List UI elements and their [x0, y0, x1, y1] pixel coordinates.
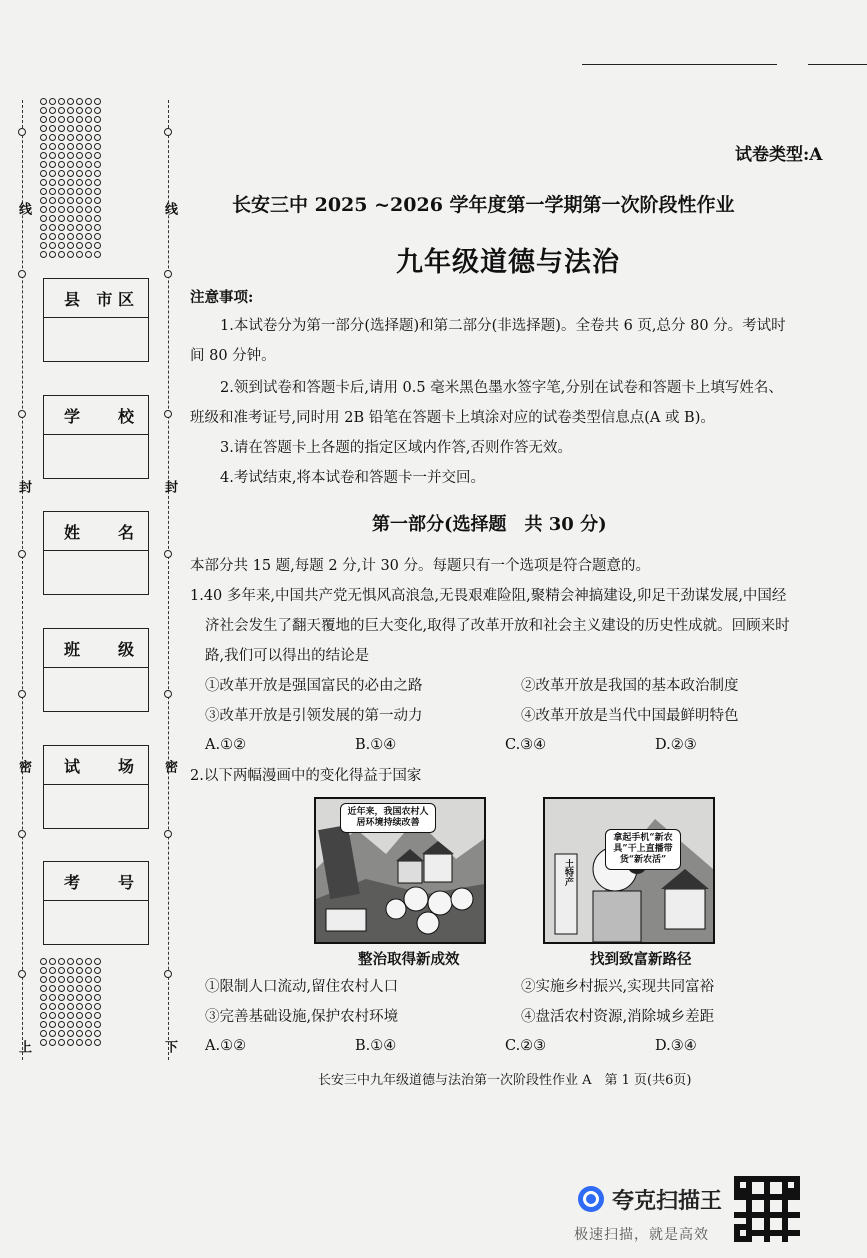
- q1-choice-a[interactable]: A.①②: [205, 737, 247, 753]
- bubble-dot: [40, 967, 47, 974]
- bubble-dot: [49, 251, 56, 258]
- bubble-dot: [85, 98, 92, 105]
- binding-ring: [18, 410, 26, 418]
- bubble-dot: [76, 224, 83, 231]
- bubble-dot: [94, 976, 101, 983]
- q1-choice-b[interactable]: B.①④: [355, 737, 397, 753]
- bubble-dot: [40, 233, 47, 240]
- bubble-dot: [49, 976, 56, 983]
- bubble-dot: [67, 1030, 74, 1037]
- binding-ring: [164, 410, 172, 418]
- bubble-dot: [76, 170, 83, 177]
- bubble-dot: [49, 98, 56, 105]
- bubble-dot: [76, 197, 83, 204]
- bubble-dot: [85, 958, 92, 965]
- bubble-dot: [58, 251, 65, 258]
- bubble-dot: [58, 967, 65, 974]
- bubble-grid-bottom: [40, 958, 103, 1048]
- bubble-dot: [58, 107, 65, 114]
- bubble-dot: [67, 188, 74, 195]
- bubble-dot: [49, 1021, 56, 1028]
- bubble-dot: [49, 1039, 56, 1046]
- field-label-a: 班: [64, 639, 81, 659]
- binding-ring: [18, 270, 26, 278]
- bubble-dot: [58, 976, 65, 983]
- school-field[interactable]: [43, 395, 149, 479]
- bubble-dot: [76, 206, 83, 213]
- part1-intro: 本部分共 15 题,每题 2 分,计 30 分。每题只有一个选项是符合题意的。: [190, 558, 650, 574]
- bubble-dot: [49, 215, 56, 222]
- cartoon2-caption: 找到致富新路径: [590, 951, 692, 968]
- bubble-dot: [40, 1003, 47, 1010]
- bubble-dot: [94, 233, 101, 240]
- binding-ring: [164, 970, 172, 978]
- bubble-dot: [40, 215, 47, 222]
- bubble-dot: [85, 116, 92, 123]
- q2-item-1: ①限制人口流动,留住农村人口: [205, 979, 399, 995]
- bubble-dot: [67, 197, 74, 204]
- q2-choice-b[interactable]: B.①④: [355, 1038, 397, 1054]
- bubble-dot: [85, 1012, 92, 1019]
- page-footer: 长安三中九年级道德与法治第一次阶段性作业 A 第 1 页(共6页): [318, 1073, 692, 1088]
- notice-heading: 注意事项:: [190, 289, 254, 306]
- bubble-dot: [40, 985, 47, 992]
- q2-choice-c[interactable]: C.②③: [505, 1038, 547, 1054]
- bubble-dot: [67, 134, 74, 141]
- bubble-dot: [94, 1039, 101, 1046]
- bubble-dot: [67, 1021, 74, 1028]
- bubble-dot: [67, 206, 74, 213]
- bubble-dot: [67, 215, 74, 222]
- bubble-dot: [76, 215, 83, 222]
- bubble-dot: [67, 958, 74, 965]
- q1-stem-line-1: 1.40 多年来,中国共产党无惧风高浪急,无畏艰难险阻,聚精会神搞建设,卯足干劲谋发展,中国经: [190, 588, 787, 604]
- scanner-logo-icon: [578, 1186, 604, 1212]
- q1-choices: [205, 737, 805, 753]
- bubble-dot: [94, 107, 101, 114]
- bubble-dot: [49, 116, 56, 123]
- bubble-dot: [85, 170, 92, 177]
- bubble-dot: [76, 116, 83, 123]
- bubble-dot: [76, 985, 83, 992]
- bubble-dot: [85, 1003, 92, 1010]
- q2-choice-d[interactable]: D.③④: [655, 1038, 697, 1054]
- bubble-dot: [94, 994, 101, 1001]
- bubble-dot: [85, 233, 92, 240]
- bubble-dot: [94, 224, 101, 231]
- q2-item-3: ③完善基础设施,保护农村环境: [205, 1009, 399, 1025]
- bubble-dot: [40, 206, 47, 213]
- bubble-dot: [85, 976, 92, 983]
- bubble-dot: [94, 125, 101, 132]
- bubble-dot: [85, 161, 92, 168]
- cartoon-rural-environment: [314, 797, 486, 944]
- bubble-dot: [67, 116, 74, 123]
- bubble-dot: [67, 98, 74, 105]
- cut-label-right-3: 密: [162, 760, 177, 773]
- binding-ring: [164, 550, 172, 558]
- q1-item-3: ③改革开放是引领发展的第一动力: [205, 708, 423, 724]
- cut-label-left-3: 密: [16, 760, 31, 773]
- bubble-dot: [58, 215, 65, 222]
- q2-choices: [205, 1038, 805, 1054]
- field-label-a: 考: [64, 872, 81, 892]
- bubble-dot: [49, 125, 56, 132]
- bubble-dot: [94, 179, 101, 186]
- scanner-brand: 夸克扫描王: [612, 1189, 723, 1214]
- bubble-dot: [58, 116, 65, 123]
- bubble-dot: [76, 107, 83, 114]
- bubble-dot: [49, 958, 56, 965]
- bubble-dot: [67, 152, 74, 159]
- bubble-dot: [40, 976, 47, 983]
- field-label-b: 级: [117, 639, 134, 659]
- bubble-dot: [58, 958, 65, 965]
- bubble-dot: [49, 107, 56, 114]
- field-label-a: 姓: [64, 522, 81, 542]
- bubble-dot: [85, 1021, 92, 1028]
- bubble-dot: [94, 1003, 101, 1010]
- bubble-dot: [58, 985, 65, 992]
- cartoon1-caption: 整治取得新成效: [358, 951, 460, 968]
- bubble-dot: [85, 134, 92, 141]
- bubble-dot: [49, 134, 56, 141]
- bubble-dot: [58, 161, 65, 168]
- binding-ring: [164, 270, 172, 278]
- bubble-dot: [94, 1021, 101, 1028]
- bubble-dot: [67, 251, 74, 258]
- bubble-dot: [85, 1039, 92, 1046]
- exam-room-field[interactable]: [43, 745, 149, 829]
- bubble-dot: [49, 985, 56, 992]
- q1-choice-c[interactable]: C.③④: [505, 737, 547, 753]
- q1-item-1: ①改革开放是强国富民的必由之路: [205, 678, 423, 694]
- bubble-dot: [85, 107, 92, 114]
- bubble-dot: [58, 134, 65, 141]
- bubble-dot: [94, 152, 101, 159]
- bubble-dot: [67, 985, 74, 992]
- bubble-dot: [76, 958, 83, 965]
- bubble-dot: [67, 179, 74, 186]
- binding-ring: [164, 128, 172, 136]
- exam-title: 长安三中 2025 ~2026 学年度第一学期第一次阶段性作业: [232, 194, 735, 216]
- bubble-dot: [94, 170, 101, 177]
- bubble-dot: [67, 994, 74, 1001]
- bubble-dot: [94, 985, 101, 992]
- bubble-dot: [67, 161, 74, 168]
- qr-module: [794, 1236, 800, 1242]
- paper-type: 试卷类型:A: [735, 145, 823, 165]
- bubble-dot: [58, 152, 65, 159]
- bubble-dot: [76, 161, 83, 168]
- bubble-dot: [94, 98, 101, 105]
- bubble-dot: [94, 251, 101, 258]
- cut-label-left-4: 上: [16, 1040, 31, 1053]
- bubble-dot: [49, 1012, 56, 1019]
- bubble-dot: [94, 188, 101, 195]
- part1-heading: 第一部分(选择题 共 30 分): [372, 514, 607, 535]
- q1-item-4: ④改革开放是当代中国最鲜明特色: [521, 708, 739, 724]
- bubble-dot: [40, 1030, 47, 1037]
- top-rule-long: [582, 64, 777, 65]
- bubble-dot: [85, 251, 92, 258]
- bubble-dot: [49, 242, 56, 249]
- cut-label-right-4: 下: [162, 1040, 177, 1053]
- bubble-dot: [94, 967, 101, 974]
- notice-line-3: 2.领到试卷和答题卡后,请用 0.5 毫米黑色墨水签字笔,分别在试卷和答题卡上填写姓名、: [220, 380, 783, 396]
- bubble-dot: [58, 197, 65, 204]
- binding-ring: [164, 690, 172, 698]
- bubble-dot: [40, 1012, 47, 1019]
- bubble-dot: [58, 179, 65, 186]
- bubble-dot: [94, 206, 101, 213]
- cartoon1-speech: 近年来，我国农村人居环境持续改善: [340, 803, 436, 833]
- bubble-dot: [40, 134, 47, 141]
- bubble-dot: [76, 143, 83, 150]
- field-label-b: 校: [117, 406, 134, 426]
- bubble-dot: [67, 233, 74, 240]
- bubble-dot: [76, 1039, 83, 1046]
- bubble-dot: [58, 994, 65, 1001]
- bubble-dot: [76, 1003, 83, 1010]
- notice-line-4: 班级和准考证号,同时用 2B 铅笔在答题卡上填涂对应的试卷类型信息点(A 或 B)。: [190, 410, 715, 426]
- bubble-dot: [49, 1030, 56, 1037]
- bubble-dot: [94, 958, 101, 965]
- scanner-slogan: 极速扫描，就是高效: [574, 1227, 709, 1243]
- bubble-dot: [58, 1039, 65, 1046]
- top-rule-short: [808, 64, 867, 65]
- q2-choice-a[interactable]: A.①②: [205, 1038, 247, 1054]
- bubble-dot: [76, 233, 83, 240]
- q1-choice-d[interactable]: D.②③: [655, 737, 697, 753]
- notice-line-6: 4.考试结束,将本试卷和答题卡一并交回。: [220, 470, 485, 486]
- bubble-dot: [85, 152, 92, 159]
- bubble-dot: [85, 197, 92, 204]
- bubble-dot: [85, 1030, 92, 1037]
- bubble-dot: [76, 98, 83, 105]
- bubble-dot: [94, 215, 101, 222]
- bubble-dot: [76, 251, 83, 258]
- binding-ring: [18, 830, 26, 838]
- field-label-b: 市 区: [96, 289, 134, 309]
- bubble-dot: [49, 170, 56, 177]
- bubble-dot: [40, 251, 47, 258]
- binding-ring: [18, 550, 26, 558]
- q2-item-2: ②实施乡村振兴,实现共同富裕: [521, 979, 715, 995]
- bubble-dot: [67, 1003, 74, 1010]
- cut-line-left: [22, 100, 23, 1060]
- cut-line-right: [168, 100, 169, 1060]
- field-label-a: 试: [64, 756, 81, 776]
- bubble-dot: [76, 152, 83, 159]
- bubble-dot: [58, 170, 65, 177]
- field-label-b: 场: [117, 756, 134, 776]
- bubble-dot: [40, 224, 47, 231]
- bubble-dot: [40, 958, 47, 965]
- q2-stem: 2.以下两幅漫画中的变化得益于国家: [190, 768, 422, 784]
- bubble-dot: [40, 179, 47, 186]
- bubble-dot: [85, 242, 92, 249]
- field-label-b: 名: [117, 522, 134, 542]
- cartoon2-speech: 拿起手机“新农具”干上直播带货“新农活”: [605, 829, 681, 870]
- bubble-dot: [94, 116, 101, 123]
- q2-item-4: ④盘活农村资源,消除城乡差距: [521, 1009, 715, 1025]
- bubble-dot: [76, 125, 83, 132]
- bubble-dot: [49, 197, 56, 204]
- bubble-dot: [76, 179, 83, 186]
- bubble-dot: [76, 134, 83, 141]
- bubble-dot: [67, 1039, 74, 1046]
- bubble-dot: [76, 188, 83, 195]
- bubble-dot: [67, 967, 74, 974]
- bubble-dot: [67, 976, 74, 983]
- bubble-dot: [76, 242, 83, 249]
- bubble-dot: [85, 206, 92, 213]
- bubble-dot: [67, 224, 74, 231]
- bubble-dot: [85, 143, 92, 150]
- field-label-a: 学: [64, 406, 81, 426]
- cut-label-left-2: 封: [16, 480, 31, 493]
- bubble-dot: [67, 143, 74, 150]
- bubble-dot: [58, 242, 65, 249]
- binding-ring: [18, 690, 26, 698]
- bubble-dot: [40, 994, 47, 1001]
- notice-line-2: 间 80 分钟。: [190, 348, 276, 364]
- bubble-dot: [67, 107, 74, 114]
- bubble-dot: [85, 994, 92, 1001]
- bubble-dot: [49, 224, 56, 231]
- bubble-dot: [85, 179, 92, 186]
- bubble-dot: [40, 188, 47, 195]
- bubble-dot: [40, 161, 47, 168]
- bubble-dot: [76, 1021, 83, 1028]
- bubble-dot: [58, 224, 65, 231]
- bubble-dot: [58, 125, 65, 132]
- bubble-dot: [40, 143, 47, 150]
- specialty-sign: 土特产: [563, 859, 573, 886]
- bubble-dot: [94, 143, 101, 150]
- bubble-dot: [85, 125, 92, 132]
- bubble-dot: [40, 197, 47, 204]
- bubble-dot: [76, 1030, 83, 1037]
- binding-ring: [164, 830, 172, 838]
- bubble-grid-top: [40, 98, 103, 260]
- bubble-dot: [94, 161, 101, 168]
- bubble-dot: [58, 233, 65, 240]
- bubble-dot: [40, 152, 47, 159]
- bubble-dot: [49, 967, 56, 974]
- bubble-dot: [58, 1030, 65, 1037]
- bubble-dot: [76, 994, 83, 1001]
- bubble-dot: [49, 233, 56, 240]
- bubble-dot: [40, 170, 47, 177]
- bubble-dot: [58, 1021, 65, 1028]
- bubble-dot: [58, 143, 65, 150]
- bubble-dot: [40, 1039, 47, 1046]
- cut-label-right-1: 线: [162, 202, 177, 215]
- bubble-dot: [67, 125, 74, 132]
- bubble-dot: [49, 994, 56, 1001]
- bubble-dot: [40, 116, 47, 123]
- bubble-dot: [49, 143, 56, 150]
- bubble-dot: [49, 161, 56, 168]
- bubble-dot: [40, 107, 47, 114]
- q1-item-2: ②改革开放是我国的基本政治制度: [521, 678, 739, 694]
- bubble-dot: [58, 1003, 65, 1010]
- bubble-dot: [76, 1012, 83, 1019]
- name-field[interactable]: [43, 511, 149, 595]
- qr-code-icon: [734, 1176, 800, 1242]
- bubble-dot: [40, 1021, 47, 1028]
- bubble-dot: [40, 242, 47, 249]
- bubble-dot: [85, 188, 92, 195]
- class-field[interactable]: [43, 628, 149, 712]
- subject-title: 九年级道德与法治: [396, 247, 620, 278]
- bubble-dot: [85, 224, 92, 231]
- bubble-dot: [94, 197, 101, 204]
- county-field[interactable]: [43, 278, 149, 362]
- bubble-dot: [58, 98, 65, 105]
- bubble-dot: [94, 242, 101, 249]
- bubble-dot: [58, 206, 65, 213]
- q1-stem-line-2: 济社会发生了翻天覆地的巨大变化,取得了改革开放和社会主义建设的历史性成就。回顾来时: [205, 618, 790, 634]
- bubble-dot: [85, 215, 92, 222]
- bubble-dot: [85, 967, 92, 974]
- cut-label-right-2: 封: [162, 480, 177, 493]
- exam-number-field[interactable]: [43, 861, 149, 945]
- notice-line-1: 1.本试卷分为第一部分(选择题)和第二部分(非选择题)。全卷共 6 页,总分 80 分。考试时: [220, 318, 786, 334]
- bubble-dot: [67, 242, 74, 249]
- cut-label-left-1: 线: [16, 202, 31, 215]
- bubble-dot: [85, 985, 92, 992]
- field-label-b: 号: [117, 872, 134, 892]
- bubble-dot: [67, 170, 74, 177]
- bubble-dot: [94, 1030, 101, 1037]
- bubble-dot: [94, 134, 101, 141]
- bubble-dot: [40, 125, 47, 132]
- bubble-dot: [49, 188, 56, 195]
- binding-ring: [18, 970, 26, 978]
- bubble-dot: [49, 152, 56, 159]
- bubble-dot: [76, 967, 83, 974]
- bubble-dot: [49, 1003, 56, 1010]
- bubble-dot: [40, 98, 47, 105]
- bubble-dot: [49, 206, 56, 213]
- field-label-a: 县: [64, 289, 81, 309]
- bubble-dot: [58, 188, 65, 195]
- bubble-dot: [76, 976, 83, 983]
- bubble-dot: [67, 1012, 74, 1019]
- bubble-dot: [94, 1012, 101, 1019]
- notice-line-5: 3.请在答题卡上各题的指定区域内作答,否则作答无效。: [220, 440, 572, 456]
- cartoon-live-commerce: [543, 797, 715, 944]
- bubble-dot: [49, 179, 56, 186]
- bubble-dot: [58, 1012, 65, 1019]
- q1-stem-line-3: 路,我们可以得出的结论是: [205, 648, 370, 664]
- binding-ring: [18, 128, 26, 136]
